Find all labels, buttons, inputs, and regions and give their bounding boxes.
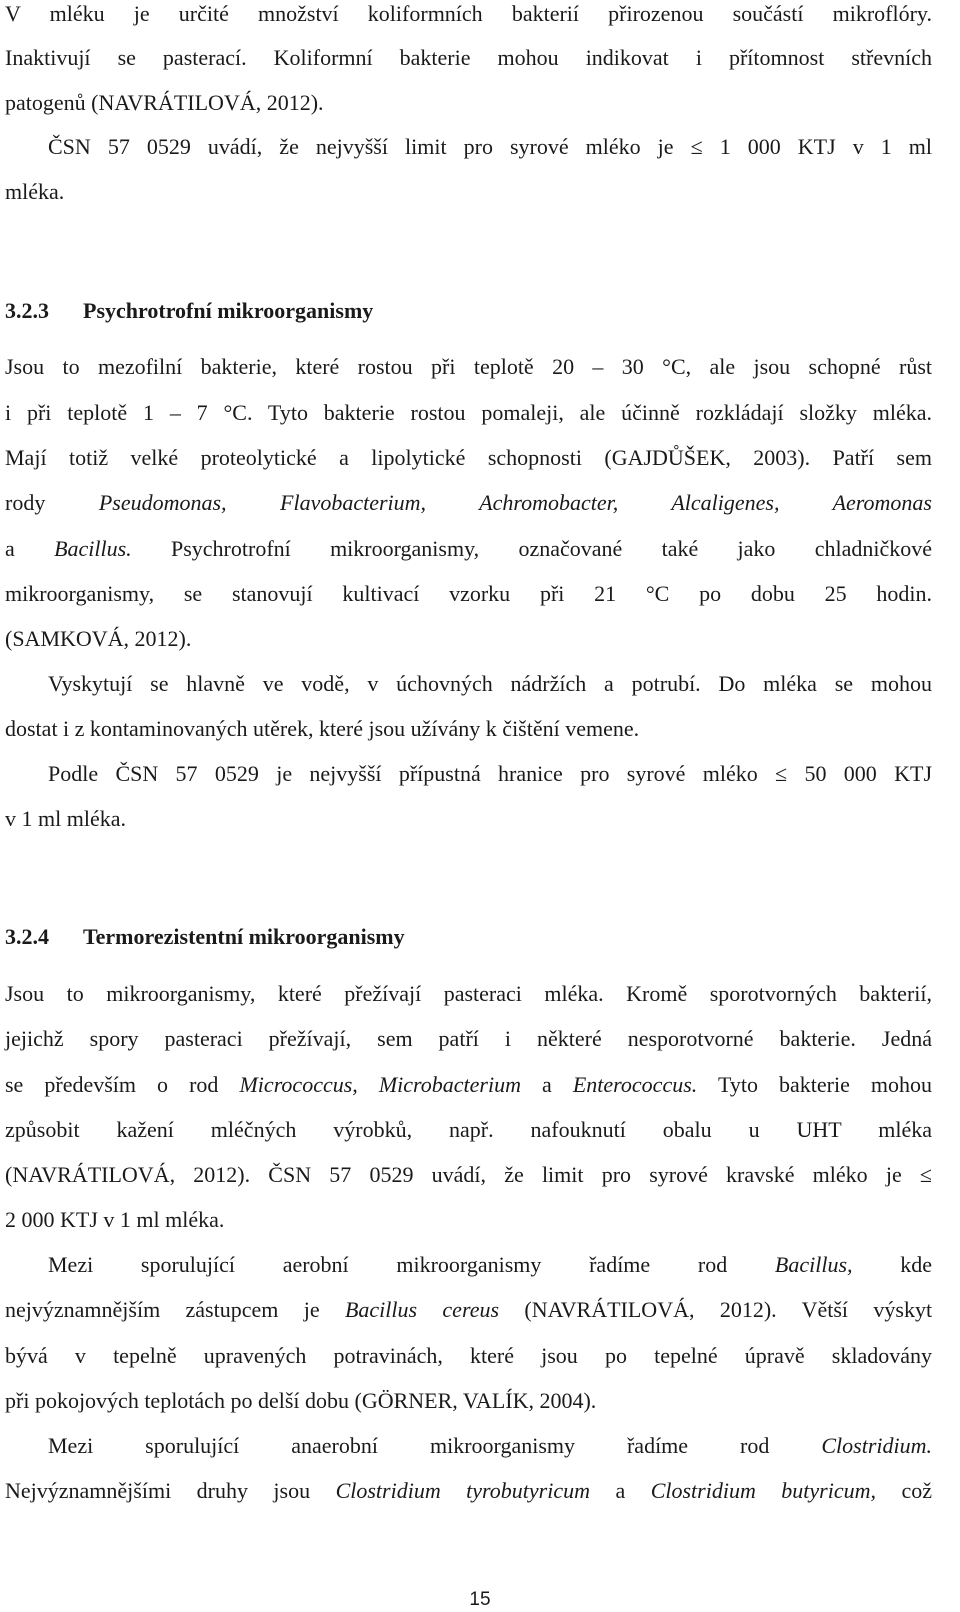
text-line (5, 1477, 932, 1505)
species-italic: Bacillus cereus (344, 1297, 500, 1322)
text-span: Mezi sporulující anaerobní mikroorganismy řadíme rod (48, 1433, 770, 1458)
text-line: Jsou to mikroorganismy, které přežívají pasteraci mléka. Kromě sporotvorných bakterií, (5, 981, 932, 1006)
text-span: a (615, 1478, 626, 1503)
text-line (5, 535, 932, 563)
text-line: při pokojových teplotách po delší dobu (GÖRNER, VALÍK, 2004). (5, 1388, 597, 1413)
section-heading (5, 923, 405, 951)
text-span: Nejvýznamnějšími druhy jsou (5, 1478, 311, 1503)
text-line: i při teplotě 1 – 7 °C. Tyto bakterie rostou pomaleji, ale účinně rozkládají složky mléka. (5, 400, 932, 425)
genus-italic: Bacillus. (54, 536, 132, 561)
genus-italic: Enterococcus. (572, 1072, 698, 1097)
text-line: bývá v tepelně upravených potravinách, které jsou po tepelné úpravě skladovány (5, 1343, 932, 1368)
section-number: 3.2.3 (5, 298, 49, 323)
text-line: (NAVRÁTILOVÁ, 2012). ČSN 57 0529 uvádí, že limit pro syrové kravské mléko je ≤ (5, 1162, 932, 1187)
text-line: 2 000 KTJ v 1 ml mléka. (5, 1207, 225, 1232)
species-italic: Clostridium butyricum, (650, 1478, 877, 1503)
page-number: 15 (469, 1589, 491, 1610)
genera-italic: Micrococcus, Microbacterium (239, 1072, 521, 1097)
text-line (48, 1251, 932, 1279)
text-line: Jsou to mezofilní bakterie, které rostou při teplotě 20 – 30 °C, ale jsou schopné růst (5, 354, 932, 379)
text-line: Mají totiž velké proteolytické a lipolytické schopnosti (GAJDŮŠEK, 2003). Patří sem (5, 445, 932, 470)
text-line: Inaktivují se pasterací. Koliformní bakterie mohou indikovat i přítomnost střevních (5, 45, 932, 70)
genus-italic: Bacillus, (774, 1252, 853, 1277)
section-heading (5, 297, 373, 325)
text-line: patogenů (NAVRÁTILOVÁ, 2012). (5, 90, 324, 115)
text-line (48, 1432, 932, 1460)
text-line: mikroorganismy, se stanovují kultivací vzorku při 21 °C po dobu 25 hodin. (5, 581, 932, 606)
text-line: V mléku je určité množství koliformních bakterií přirozenou součástí mikroflóry. (5, 1, 932, 26)
text-span: se především o rod (5, 1072, 219, 1097)
text-span: (NAVRÁTILOVÁ, 2012). Větší výskyt (524, 1297, 933, 1322)
text-span: rody (5, 490, 46, 515)
text-span: což (901, 1478, 933, 1503)
section-title: Termorezistentní mikroorganismy (83, 924, 405, 949)
text-line: mléka. (5, 179, 65, 204)
text-line: (SAMKOVÁ, 2012). (5, 626, 192, 651)
text-line: Vyskytují se hlavně ve vodě, v úchovných nádržích a potrubí. Do mléka se mohou (48, 671, 932, 696)
text-span: nejvýznamnějším zástupcem je (5, 1297, 320, 1322)
text-line (5, 1296, 932, 1324)
text-span: a (5, 536, 15, 561)
text-span: Tyto bakterie mohou (717, 1072, 932, 1097)
species-italic: Clostridium tyrobutyricum (335, 1478, 590, 1503)
text-line (5, 489, 932, 517)
text-line (5, 1071, 932, 1099)
text-line: dostat i z kontaminovaných utěrek, které jsou užívány k čištění vemene. (5, 716, 640, 741)
section-number: 3.2.4 (5, 924, 49, 949)
text-line: jejichž spory pasteraci přežívají, sem patří i některé nesporotvorné bakterie. Jedná (5, 1026, 932, 1051)
text-line: v 1 ml mléka. (5, 806, 126, 831)
section-title: Psychrotrofní mikroorganismy (83, 298, 374, 323)
text-span: kde (900, 1252, 932, 1277)
text-line: Podle ČSN 57 0529 je nejvyšší přípustná hranice pro syrové mléko ≤ 50 000 KTJ (48, 761, 932, 786)
text-span: Psychrotrofní mikroorganismy, označované také jako chladničkové (171, 536, 933, 561)
text-span: a (542, 1072, 552, 1097)
text-line: ČSN 57 0529 uvádí, že nejvyšší limit pro syrové mléko je ≤ 1 000 KTJ v 1 ml (48, 134, 932, 159)
text-line: způsobit kažení mléčných výrobků, např. nafouknutí obalu u UHT mléka (5, 1117, 932, 1142)
genus-italic: Clostridium. (821, 1433, 932, 1458)
text-span: Mezi sporulující aerobní mikroorganismy řadíme rod (48, 1252, 728, 1277)
genera-italic: Pseudomonas, Flavobacterium, Achromobacter, Alcaligenes, Aeromonas (98, 490, 932, 515)
